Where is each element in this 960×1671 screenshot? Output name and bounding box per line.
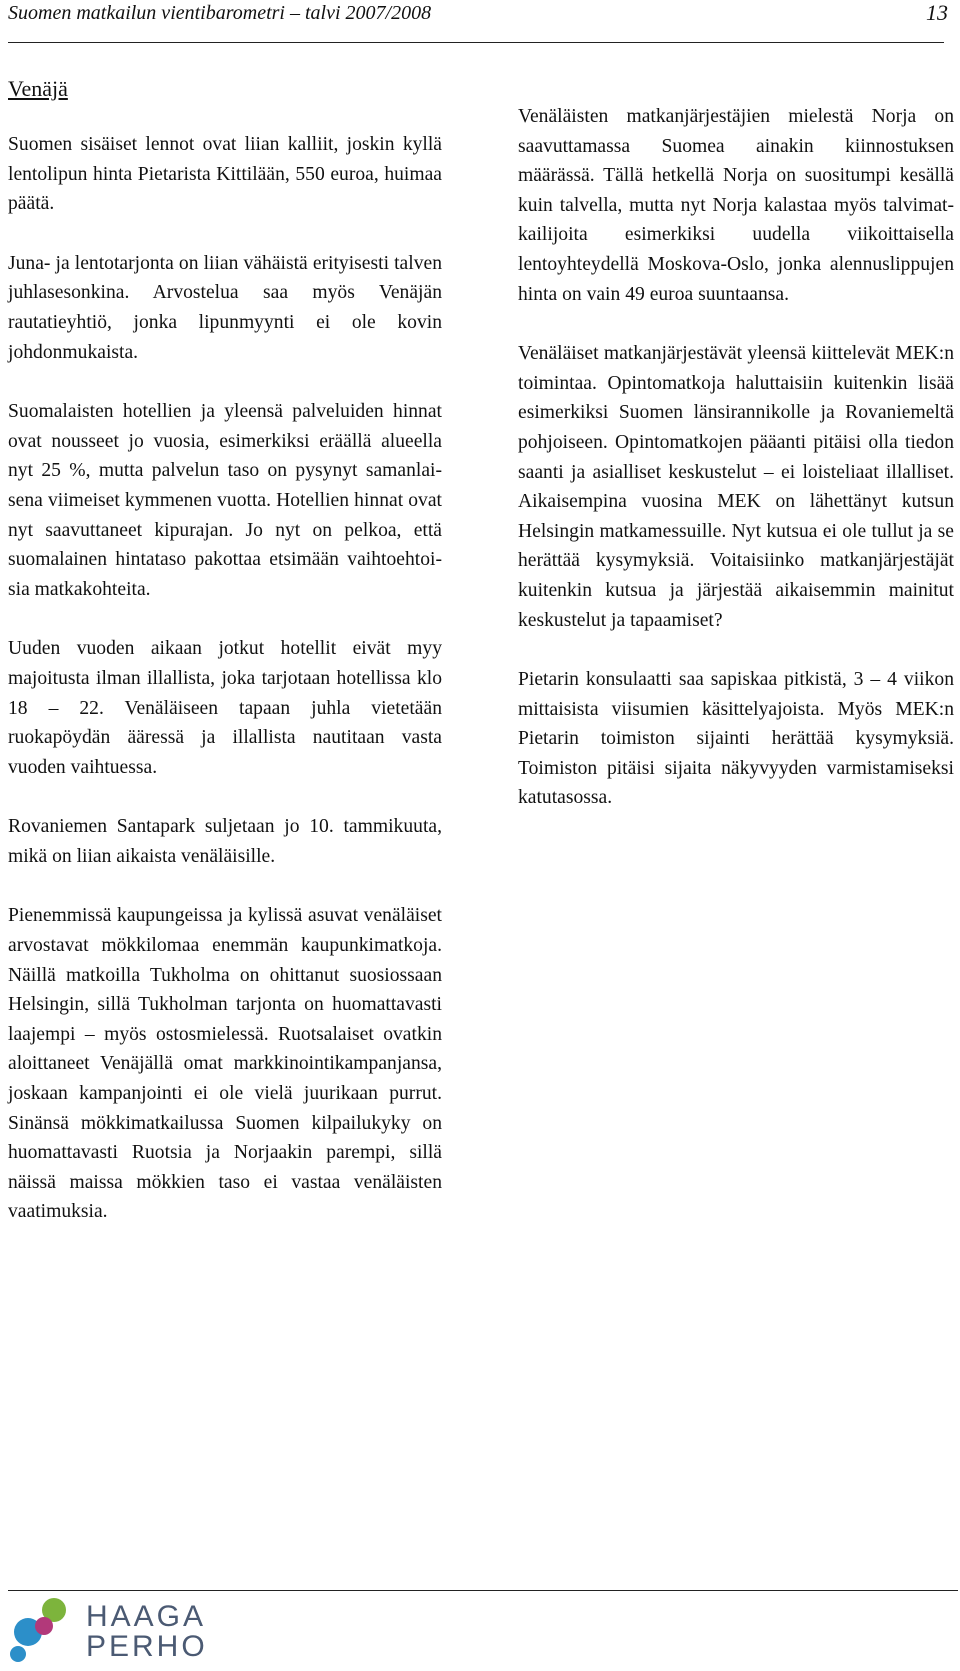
logo-magenta-dot xyxy=(35,1617,53,1635)
page-header xyxy=(8,0,948,38)
right-column xyxy=(518,102,954,843)
page-number: 13 xyxy=(926,0,948,25)
logo-mark-icon xyxy=(6,1596,86,1666)
logo-text: HAAGA PERHO xyxy=(86,1600,208,1663)
paragraph: Suomalaisten hotellien ja yleensä palveluiden hinnat ovat nousseet jo vuosia, esimerkiksi eräällä alueella nyt 25 %, mutta palvelun taso on pysynyt samanlaisena viimeiset kymmenen vuotta. Hotellien hinnat ovat nyt saavuttaneet kipurajan. Jo nyt on pelkoa, että suomalainen hintataso pakottaa etsimään vaihtoehtoisia matkakohteita. xyxy=(8,401,442,600)
paragraph: Rovaniemen Santapark suljetaan jo 10. tammikuuta, mikä on liian aikaista venäläisille. xyxy=(8,816,442,867)
paragraph: Pietarin konsulaatti saa sapiskaa pitkistä, 3 – 4 viikon mittaisista viisumien käsittelyajoista. Myös MEK:n Pietarin toimiston sijainti herättää kysymyksiä. Toimiston pitäisi sijaita näkyvyyden varmistamiseksi katutasossa. xyxy=(518,669,954,809)
header-divider xyxy=(8,42,944,43)
paragraph: Pienemmissä kaupungeissa ja kylissä asuvat venäläiset arvostavat mökkilomaa enemmän kaupunkimatkoja. Näillä matkoilla Tukholma on ohittanut suosiossaan Helsingin, sillä Tukholman tarjonta on huomattavasti laajempi – myös ostosmielessä. Ruotsalaiset ovatkin aloittaneet Venäjällä omat markkinointikampanjansa, joskaan kampanjointi ei ole vielä juurikaan purrut. Sinänsä mökkimatkailussa Suomen kilpailukyky on huomattavasti Ruotsia ja Norjaakin parempi, sillä näissä maissa mökkien taso ei vastaa venäläisten vaatimuksia. xyxy=(8,905,442,1223)
left-column xyxy=(8,74,442,1257)
paragraph: Uuden vuoden aikaan jotkut hotellit eivät myy majoitusta ilman illallista, joka tarjotaan hotellissa klo 18 – 22. Venäläiseen tapaan juhla vietetään ruokapöydän ääressä ja illallista nautitaan vasta vuoden vaihtuessa. xyxy=(8,638,442,778)
paragraph: Suomen sisäiset lennot ovat liian kalliit, joskin kyllä lentolipun hinta Pietarista Kittilään, 550 euroa, huimaa päätä. xyxy=(8,134,442,215)
paragraph: Venäläisten matkanjärjestäjien mielestä Norja on saavuttamassa Suomea ainakin kiinnostuksen määrässä. Tällä hetkellä Norja on suositumpi kesällä kuin talvella, mutta nyt Norja kalastaa myös talvimatkailijoita esimerkiksi uudella viikoittaisella lentoyhteydellä Moskova-Oslo, jonka alennuslippujen hinta on vain 49 euroa suuntaansa. xyxy=(518,106,954,305)
paragraph: Juna- ja lentotarjonta on liian vähäistä erityisesti talven juhlasesonkina. Arvostelua saa myös Venäjän rautatieyhtiö, jonka lipunmyynti ei ole kovin johdonmukaista. xyxy=(8,252,442,363)
haaga-perho-logo xyxy=(6,1596,246,1666)
footer-divider xyxy=(8,1590,958,1591)
paragraph: Venäläiset matkanjärjestävät yleensä kiittelevät MEK:n toimintaa. Opintomatkoja haluttaisiin kuitenkin lisää esimerkiksi Suomen länsirannikolle ja Rovaniemeltä pohjoiseen. Opintomatkojen pääanti pitäisi olla tiedon saanti ja asialliset keskustelut – ei loisteliaat illalliset. Aikaisempina vuosina MEK on lähettänyt kutsun Helsingin matkamessuille. Nyt kutsua ei ole tullut ja se herättää kysymyksiä. Voitaisiinko matkanjärjestäjät kuitenkin kutsua ja järjestää aikaisemmin mainitut keskustelut ja tapaamiset? xyxy=(518,343,954,631)
logo-small-blue-dot xyxy=(10,1646,26,1662)
document-title: Suomen matkailun vientibarometri – talvi 2007/2008 xyxy=(8,2,432,24)
section-heading: Venäjä xyxy=(8,76,68,101)
